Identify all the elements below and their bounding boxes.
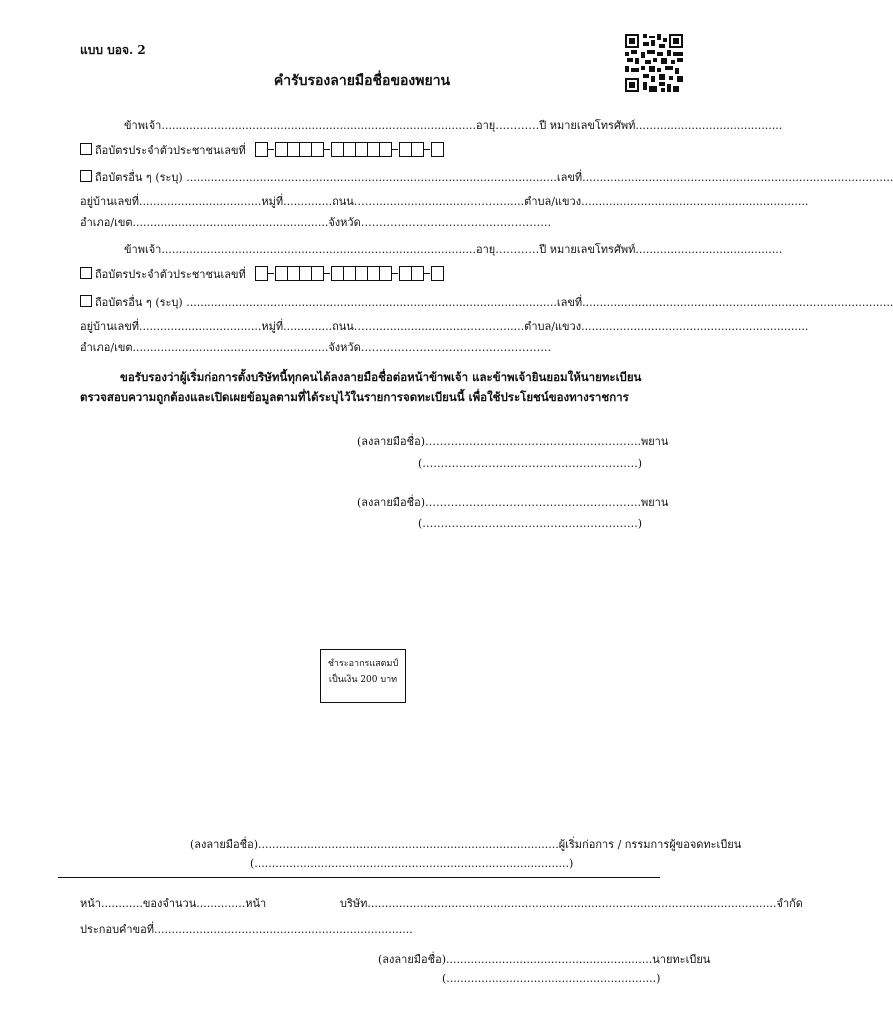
footer-divider [58,877,660,878]
witness-1-other-card-line: ถือบัตรอื่น ๆ (ระบุ) ..........................................................................................................เลขที่......................................................................................... [95,171,893,184]
form-code: แบบ บอจ. 2 [80,43,146,57]
witness-2-other-card-checkbox[interactable] [80,295,92,307]
witness-2-other-card-line: ถือบัตรอื่น ๆ (ระบุ) ..........................................................................................................เลขที่......................................................................................... [95,296,893,309]
witness-1-id-card-row [80,141,443,160]
witness-1-other-card-row [80,168,893,186]
page-count-line: หน้า............ของจำนวน..............หน้า [80,897,267,910]
stamp-duty-line-1: ชำระอากรแสตมป์ [327,659,399,669]
witness-2-name-line: ข้าพเจ้า..........................................................................................อายุ…………ปี หมายเลขโทรศัพท์.......................................... [124,243,783,256]
witness-2-signature-line: (ลงลายมือชื่อ)…………………………………………………..พยาน [357,496,669,509]
promoter-signature-line: (ลงลายมือชื่อ)......................................................................................ผู้เริ่มก่อการ / กรรมการผู้ขอจดทะเบียน [190,838,742,851]
certification-text: ขอรับรองว่าผู้เริ่มก่อการตั้งบริษัทนี้ทุกคนได้ลงลายมือชื่อต่อหน้าข้าพเจ้า และข้าพเจ้ายินยอมให้นายทะเบียนตรวจสอบความถูกต้องและเปิดเผยข้อมูลตามที่ได้ระบุไว้ในรายการจดทะเบียนนี้ เพื่อใช้ประโยชน์ของทางราชการ [80,370,642,404]
witness-2-id-card-label: ถือบัตรประจำตัวประชาชนเลขที่ [95,268,246,281]
registrar-printed-name-line: (............................................................) [442,972,661,985]
witness-1-id-card-checkbox[interactable] [80,143,92,155]
stamp-duty-box [320,649,406,703]
witness-1-district-line: อำเภอ/เขต........................................................จังหวัด……………………………….…………… [80,216,552,229]
promoter-printed-name-line: (..........................................................................................) [250,857,574,870]
witness-1-other-card-checkbox[interactable] [80,170,92,182]
witness-2-district-line: อำเภอ/เขต........................................................จังหวัด……………………………….…………… [80,341,552,354]
witness-1-id-number-boxes[interactable] [255,142,443,160]
supporting-request-line: ประกอบคำขอที่.......................................................................... [80,923,413,936]
witness-1-printed-name-line: (……………………..…………..……………….) [418,457,643,470]
witness-1-address-line: อยู่บ้านเลขที่...................................หมู่ที่..............ถนน……...........................………......ตำบล/แขวง................................................................. [80,195,809,208]
witness-1-signature-line: (ลงลายมือชื่อ)…………………………………………………..พยาน [357,435,669,448]
registrar-signature-line: (ลงลายมือชื่อ)...........................................................นายทะเบียน [378,953,711,966]
witness-2-address-line: อยู่บ้านเลขที่...................................หมู่ที่..............ถนน……...........................………......ตำบล/แขวง................................................................. [80,320,809,333]
witness-2-id-number-boxes[interactable] [255,266,443,284]
witness-2-other-card-row [80,293,893,311]
witness-2-printed-name-line: (……………………..…………..……………….) [418,517,643,530]
witness-2-id-card-checkbox[interactable] [80,267,92,279]
stamp-duty-line-2: เป็นเงิน 200 บาท [328,675,398,685]
witness-1-name-line: ข้าพเจ้า..........................................................................................อายุ…………ปี หมายเลขโทรศัพท์.......................................... [124,119,783,132]
witness-1-id-card-label: ถือบัตรประจำตัวประชาชนเลขที่ [95,144,246,157]
witness-2-id-card-row [80,265,443,284]
form-title: คำรับรองลายมือชื่อของพยาน [273,73,451,89]
company-name-line: บริษัท.....................................................................................................................จำกัด [340,897,803,910]
